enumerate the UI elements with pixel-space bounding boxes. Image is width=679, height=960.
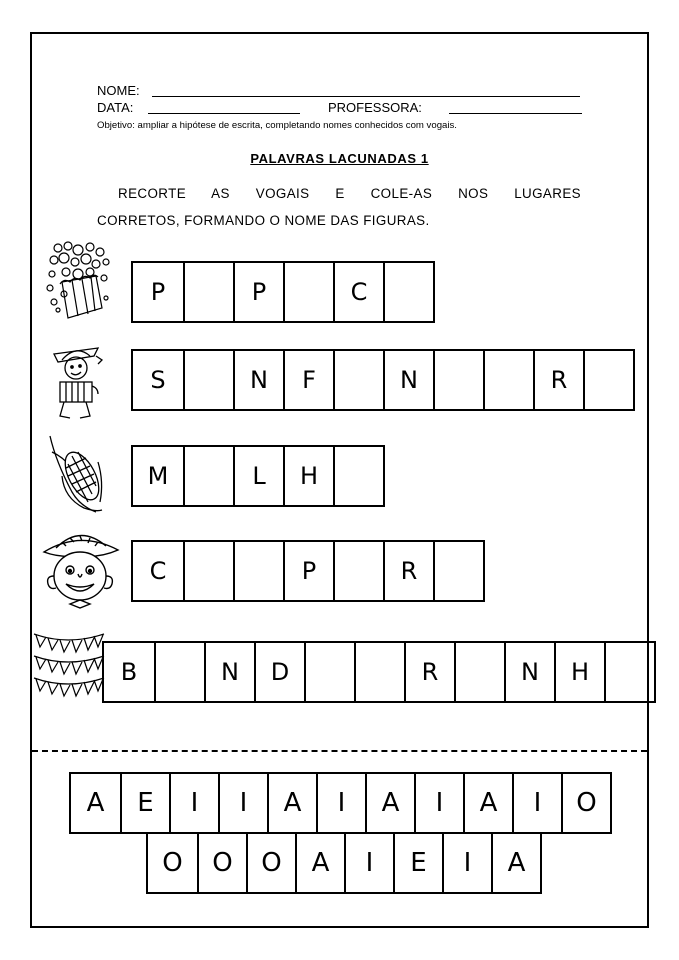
date-label: DATA:: [97, 100, 134, 115]
vowel-row-1: [69, 772, 612, 834]
word-grid-popcorn: [131, 261, 435, 323]
vowel-tile[interactable]: A: [295, 834, 344, 892]
cut-line: [32, 750, 647, 752]
letter-cell: R: [533, 351, 583, 409]
letter-cell: H: [283, 447, 333, 505]
letter-cell: D: [254, 643, 304, 701]
blank-cell[interactable]: [454, 643, 504, 701]
vowel-tile[interactable]: O: [561, 774, 610, 832]
vowel-tile[interactable]: O: [246, 834, 295, 892]
blank-cell[interactable]: [283, 263, 333, 321]
blank-cell[interactable]: [183, 263, 233, 321]
letter-cell: P: [283, 542, 333, 600]
name-field[interactable]: [152, 96, 580, 97]
caipira-boy-icon: [40, 528, 122, 614]
vowel-tile[interactable]: E: [120, 774, 169, 832]
vowel-tile[interactable]: A: [463, 774, 512, 832]
vowel-tile[interactable]: I: [414, 774, 463, 832]
blank-cell[interactable]: [233, 542, 283, 600]
letter-cell: H: [554, 643, 604, 701]
vowel-tile[interactable]: O: [162, 848, 183, 878]
letter-cell: S: [150, 366, 166, 394]
blank-cell[interactable]: [333, 542, 383, 600]
blank-cell[interactable]: [183, 351, 233, 409]
popcorn-icon: [44, 238, 114, 324]
objective-text: Objetivo: ampliar a hipótese de escrita, completando nomes conhecidos com vogais.: [97, 120, 457, 131]
letter-cell: N: [383, 351, 433, 409]
vowel-row-2: [146, 832, 542, 894]
vowel-tile[interactable]: O: [197, 834, 246, 892]
page-title: PALAVRAS LACUNADAS 1: [250, 151, 429, 166]
name-label: NOME:: [97, 83, 140, 98]
blank-cell[interactable]: [583, 351, 633, 409]
blank-cell[interactable]: [154, 643, 204, 701]
vowel-tile[interactable]: A: [86, 788, 105, 818]
word-grid-corn: [131, 445, 385, 507]
instruction-line-1: RECORTE AS VOGAIS E COLE-AS NOS LUGARES: [118, 186, 581, 201]
corn-icon: [44, 432, 108, 516]
date-field[interactable]: [148, 113, 300, 114]
blank-cell[interactable]: [183, 447, 233, 505]
letter-cell: C: [333, 263, 383, 321]
teacher-field[interactable]: [449, 113, 582, 114]
vowel-tile[interactable]: I: [218, 774, 267, 832]
vowel-tile[interactable]: A: [491, 834, 540, 892]
letter-cell: N: [504, 643, 554, 701]
blank-cell[interactable]: [304, 643, 354, 701]
blank-cell[interactable]: [483, 351, 533, 409]
vowel-tile[interactable]: I: [442, 834, 491, 892]
vowel-tile[interactable]: E: [393, 834, 442, 892]
bunting-flags-icon: [32, 630, 106, 706]
letter-cell: R: [383, 542, 433, 600]
blank-cell[interactable]: [383, 263, 433, 321]
vowel-tile[interactable]: A: [365, 774, 414, 832]
letter-cell: P: [150, 278, 166, 306]
letter-cell: N: [233, 351, 283, 409]
blank-cell[interactable]: [333, 447, 383, 505]
vowel-tile[interactable]: I: [512, 774, 561, 832]
letter-cell: B: [120, 658, 138, 686]
word-grid-sanfoneiro: [131, 349, 635, 411]
instruction-line-2: CORRETOS, FORMANDO O NOME DAS FIGURAS.: [97, 213, 430, 228]
letter-cell: P: [233, 263, 283, 321]
blank-cell[interactable]: [433, 542, 483, 600]
blank-cell[interactable]: [604, 643, 654, 701]
sanfoneiro-icon: [46, 340, 106, 422]
vowel-tile[interactable]: I: [344, 834, 393, 892]
vowel-tile[interactable]: I: [316, 774, 365, 832]
word-grid-caipira: [131, 540, 485, 602]
blank-cell[interactable]: [433, 351, 483, 409]
blank-cell[interactable]: [183, 542, 233, 600]
letter-cell: C: [149, 557, 167, 585]
blank-cell[interactable]: [354, 643, 404, 701]
vowel-tile[interactable]: I: [169, 774, 218, 832]
letter-cell: F: [283, 351, 333, 409]
word-grid-bunting: [102, 641, 656, 703]
vowel-tile[interactable]: A: [267, 774, 316, 832]
blank-cell[interactable]: [333, 351, 383, 409]
teacher-label: PROFESSORA:: [328, 100, 422, 115]
letter-cell: N: [204, 643, 254, 701]
letter-cell: R: [404, 643, 454, 701]
letter-cell: L: [233, 447, 283, 505]
letter-cell: M: [147, 462, 169, 490]
